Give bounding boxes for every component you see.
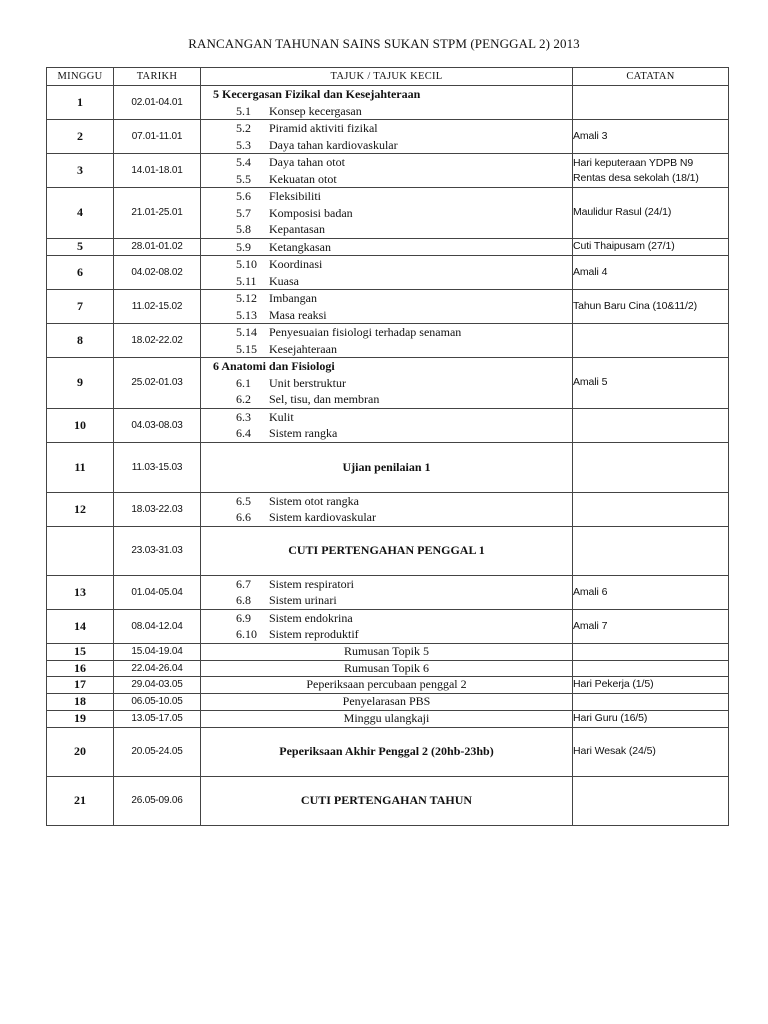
subtopic-number: 5.1 [236, 103, 251, 118]
subtopic-number: 6.2 [236, 392, 251, 406]
subtopic-line [201, 221, 572, 238]
week-cell: 14 [47, 609, 114, 643]
subtopic-number: 5.12 [236, 291, 257, 305]
topic-cell [201, 408, 573, 442]
subtopic-text: Sistem reproduktif [269, 627, 359, 641]
note-line: Tahun Baru Cina (10&11/2) [573, 300, 697, 312]
topic-cell [201, 609, 573, 643]
week-cell: 18 [47, 693, 114, 710]
note-cell [573, 609, 729, 643]
subtopic-number: 5.6 [236, 189, 251, 203]
header-note: CATATAN [573, 68, 729, 86]
subtopic-text: Daya tahan otot [269, 155, 345, 169]
subtopic-text: Unit berstruktur [269, 375, 346, 390]
subtopic-text: Imbangan [269, 291, 317, 305]
note-cell [573, 693, 729, 710]
subtopic-text: Komposisi badan [269, 205, 353, 220]
table-body [47, 86, 729, 826]
subtopic-line [201, 120, 572, 137]
table-row [47, 526, 729, 575]
subtopic-text: Konsep kecergasan [269, 103, 362, 118]
subtopic-number: 5.13 [236, 307, 257, 322]
table-row [47, 256, 729, 290]
subtopic-line [201, 273, 572, 290]
date-cell: 11.03-15.03 [114, 442, 201, 492]
date-cell: 18.03-22.03 [114, 492, 201, 526]
subtopic-line [201, 375, 572, 392]
week-cell: 3 [47, 154, 114, 188]
table-row [47, 492, 729, 526]
table-row [47, 676, 729, 693]
note-line: Amali 4 [573, 266, 608, 278]
topic-event-cell: CUTI PERTENGAHAN PENGGAL 1 [201, 526, 573, 575]
subtopic-line [201, 610, 572, 627]
note-cell [573, 526, 729, 575]
topic-event-cell: Peperiksaan Akhir Penggal 2 (20hb-23hb) [201, 727, 573, 776]
week-cell: 9 [47, 358, 114, 409]
date-cell: 15.04-19.04 [114, 643, 201, 660]
note-line: Maulidur Rasul (24/1) [573, 206, 672, 219]
date-cell: 13.05-17.05 [114, 710, 201, 727]
note-cell [573, 256, 729, 290]
week-cell: 12 [47, 492, 114, 526]
note-cell [573, 120, 729, 154]
table-row [47, 358, 729, 409]
subtopic-line [201, 409, 572, 426]
subtopic-line [201, 324, 572, 341]
week-cell: 5 [47, 238, 114, 256]
topic-event-cell: Ujian penilaian 1 [201, 442, 573, 492]
topic-cell [201, 575, 573, 609]
table-row [47, 643, 729, 660]
week-cell: 21 [47, 776, 114, 825]
subtopic-number: 5.4 [236, 155, 251, 169]
subtopic-line [201, 391, 572, 408]
week-cell: 6 [47, 256, 114, 290]
subtopic-line [201, 576, 572, 593]
subtopic-number: 6.1 [236, 375, 251, 390]
date-cell: 20.05-24.05 [114, 727, 201, 776]
week-cell: 7 [47, 290, 114, 324]
table-row [47, 710, 729, 727]
subtopic-line [201, 341, 572, 358]
table-row [47, 727, 729, 776]
date-cell: 07.01-11.01 [114, 120, 201, 154]
subtopic-number: 5.10 [236, 257, 257, 271]
subtopic-number: 5.7 [236, 205, 251, 220]
topic-cell [201, 358, 573, 409]
topic-cell [201, 256, 573, 290]
week-cell: 13 [47, 575, 114, 609]
table-row [47, 238, 729, 256]
note-cell [573, 727, 729, 776]
topic-cell [201, 492, 573, 526]
topic-summary-cell: Rumusan Topik 5 [201, 643, 573, 660]
week-cell: 11 [47, 442, 114, 492]
subtopic-number: 6.6 [236, 510, 251, 524]
table-row [47, 154, 729, 188]
table-row [47, 324, 729, 358]
subtopic-line [201, 509, 572, 526]
subtopic-number: 6.4 [236, 426, 251, 440]
week-cell: 17 [47, 676, 114, 693]
subtopic-line [201, 290, 572, 307]
table-row [47, 442, 729, 492]
date-cell: 22.04-26.04 [114, 660, 201, 676]
subtopic-line [201, 137, 572, 154]
subtopic-number: 5.14 [236, 325, 257, 339]
subtopic-line [201, 239, 572, 256]
topic-heading: 6 Anatomi dan Fisiologi [213, 359, 335, 373]
note-cell [573, 575, 729, 609]
subtopic-number: 5.2 [236, 121, 251, 135]
subtopic-text: Sel, tisu, dan membran [269, 392, 380, 406]
subtopic-line [201, 103, 572, 120]
note-cell [573, 710, 729, 727]
document-title: RANCANGAN TAHUNAN SAINS SUKAN STPM (PENGGAL 2) 2013 [188, 36, 580, 51]
topic-heading: 5 Kecergasan Fizikal dan Kesejahteraan [213, 87, 421, 101]
note-cell [573, 358, 729, 409]
table-row [47, 776, 729, 825]
subtopic-text: Sistem urinari [269, 593, 337, 607]
table-row [47, 120, 729, 154]
note-line: Hari keputeraan YDPB N9 [573, 156, 694, 169]
date-cell: 18.02-22.02 [114, 324, 201, 358]
subtopic-number: 5.8 [236, 222, 251, 236]
table-row [47, 408, 729, 442]
subtopic-line [201, 256, 572, 273]
date-cell: 04.02-08.02 [114, 256, 201, 290]
table-row [47, 609, 729, 643]
subtopic-number: 6.7 [236, 576, 251, 591]
note-cell [573, 776, 729, 825]
subtopic-number: 6.8 [236, 593, 251, 607]
topic-summary-cell: Minggu ulangkaji [201, 710, 573, 727]
subtopic-text: Kuasa [269, 273, 299, 288]
header-date: TARIKH [114, 68, 201, 86]
subtopic-number: 5.9 [236, 239, 251, 254]
table-row [47, 188, 729, 239]
subtopic-text: Sistem endokrina [269, 610, 353, 625]
week-cell: 20 [47, 727, 114, 776]
subtopic-number: 5.3 [236, 137, 251, 152]
subtopic-text: Sistem respiratori [269, 576, 354, 591]
subtopic-number: 6.5 [236, 493, 251, 508]
week-cell: 10 [47, 408, 114, 442]
date-cell: 21.01-25.01 [114, 188, 201, 239]
week-cell: 8 [47, 324, 114, 358]
subtopic-text: Sistem rangka [269, 426, 338, 440]
topic-cell [201, 154, 573, 188]
header-topic: TAJUK / TAJUK KECIL [201, 68, 573, 86]
note-line: Hari Pekerja (1/5) [573, 678, 654, 690]
week-cell: 19 [47, 710, 114, 727]
subtopic-line [201, 592, 572, 609]
note-line: Cuti Thaipusam (27/1) [573, 240, 675, 253]
subtopic-text: Kesejahteraan [269, 341, 337, 356]
subtopic-text: Masa reaksi [269, 307, 327, 322]
topic-cell [201, 86, 573, 120]
table-row [47, 575, 729, 609]
subtopic-line [201, 171, 572, 188]
subtopic-text: Sistem otot rangka [269, 493, 359, 508]
note-cell [573, 86, 729, 120]
date-cell: 11.02-15.02 [114, 290, 201, 324]
note-cell [573, 442, 729, 492]
subtopic-text: Koordinasi [269, 257, 323, 271]
week-cell: 4 [47, 188, 114, 239]
subtopic-text: Kekuatan otot [269, 171, 337, 186]
date-cell: 14.01-18.01 [114, 154, 201, 188]
topic-summary-cell: Penyelarasan PBS [201, 693, 573, 710]
note-cell [573, 154, 729, 188]
week-cell: 1 [47, 86, 114, 120]
subtopic-text: Daya tahan kardiovaskular [269, 137, 398, 152]
date-cell: 28.01-01.02 [114, 238, 201, 256]
date-cell: 01.04-05.04 [114, 575, 201, 609]
table-row [47, 290, 729, 324]
topic-cell [201, 188, 573, 239]
week-cell: 2 [47, 120, 114, 154]
subtopic-number: 6.10 [236, 627, 257, 641]
table-row [47, 693, 729, 710]
subtopic-number: 5.11 [236, 273, 257, 288]
header-week: MINGGU [47, 68, 114, 86]
table-row [47, 660, 729, 676]
note-line: Amali 7 [573, 619, 608, 632]
yearly-plan-table [46, 67, 729, 826]
topic-cell [201, 238, 573, 256]
table-header-row [47, 68, 729, 86]
subtopic-text: Sistem kardiovaskular [269, 510, 376, 524]
note-cell [573, 188, 729, 239]
subtopic-number: 5.15 [236, 341, 257, 356]
subtopic-line [201, 626, 572, 643]
note-cell [573, 492, 729, 526]
date-cell: 08.04-12.04 [114, 609, 201, 643]
date-cell: 06.05-10.05 [114, 693, 201, 710]
date-cell: 29.04-03.05 [114, 676, 201, 693]
note-line: Amali 6 [573, 585, 608, 598]
subtopic-text: Piramid aktiviti fizikal [269, 121, 378, 135]
subtopic-text: Kepantasan [269, 222, 325, 236]
subtopic-number: 6.3 [236, 409, 251, 424]
subtopic-text: Fleksibiliti [269, 189, 322, 203]
week-cell [47, 526, 114, 575]
subtopic-number: 6.9 [236, 610, 251, 625]
date-cell: 04.03-08.03 [114, 408, 201, 442]
note-cell [573, 643, 729, 660]
subtopic-line [201, 307, 572, 324]
subtopic-line [201, 493, 572, 510]
date-cell: 02.01-04.01 [114, 86, 201, 120]
note-cell [573, 676, 729, 693]
subtopic-line [201, 154, 572, 171]
note-cell [573, 660, 729, 676]
topic-cell [201, 290, 573, 324]
note-line: Amali 3 [573, 130, 608, 142]
subtopic-line [201, 425, 572, 442]
note-cell [573, 290, 729, 324]
note-line: Rentas desa sekolah (18/1) [573, 171, 699, 184]
date-cell: 26.05-09.06 [114, 776, 201, 825]
subtopic-line [201, 188, 572, 205]
note-cell [573, 238, 729, 256]
subtopic-text: Ketangkasan [269, 239, 331, 254]
topic-cell [201, 324, 573, 358]
note-line: Hari Wesak (24/5) [573, 745, 656, 757]
note-cell [573, 408, 729, 442]
topic-event-cell: CUTI PERTENGAHAN TAHUN [201, 776, 573, 825]
week-cell: 15 [47, 643, 114, 660]
subtopic-line [201, 205, 572, 222]
note-line: Hari Guru (16/5) [573, 712, 648, 724]
table-row [47, 86, 729, 120]
subtopic-text: Penyesuaian fisiologi terhadap senaman [269, 325, 462, 339]
topic-summary-cell: Peperiksaan percubaan penggal 2 [201, 676, 573, 693]
subtopic-text: Kulit [269, 409, 294, 424]
topic-cell [201, 120, 573, 154]
week-cell: 16 [47, 660, 114, 676]
note-line: Amali 5 [573, 376, 608, 389]
topic-summary-cell: Rumusan Topik 6 [201, 660, 573, 676]
subtopic-number: 5.5 [236, 171, 251, 186]
note-cell [573, 324, 729, 358]
date-cell: 23.03-31.03 [114, 526, 201, 575]
date-cell: 25.02-01.03 [114, 358, 201, 409]
